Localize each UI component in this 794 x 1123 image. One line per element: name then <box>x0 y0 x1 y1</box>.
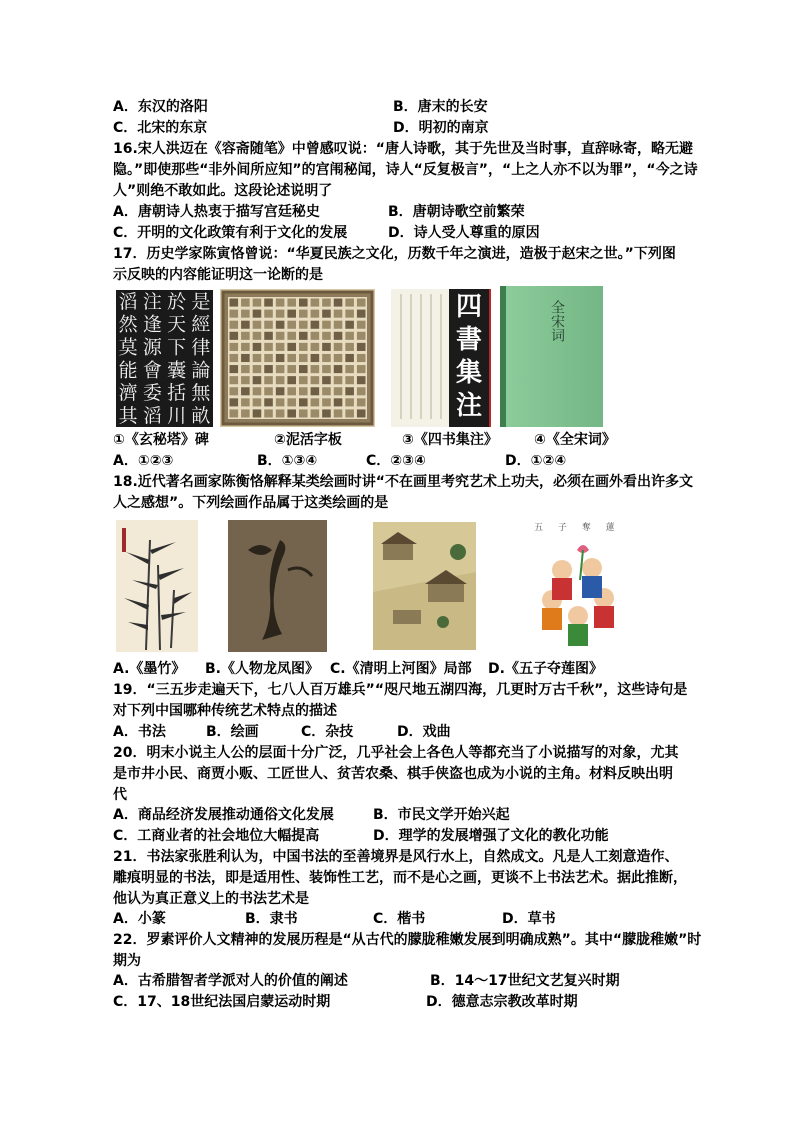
type-block <box>230 321 239 329</box>
q19-line-2: 对下列中国哪种传统艺术特点的描述 <box>113 703 337 719</box>
type-block <box>322 332 331 340</box>
q17-caption-3: ③《四书集注》 <box>402 432 498 448</box>
stele-char: 能 <box>118 359 138 382</box>
book-title-char-2: 書 <box>455 325 482 355</box>
type-block <box>241 354 250 362</box>
type-block <box>287 354 296 362</box>
type-block <box>322 354 331 362</box>
type-block <box>345 343 354 351</box>
q19-option-a: A．书法 <box>113 724 166 740</box>
q18-caption-c: C.《清明上河图》局部 <box>330 661 472 677</box>
type-block <box>334 409 343 417</box>
type-block <box>264 354 273 362</box>
type-block <box>345 409 354 417</box>
type-block <box>264 398 273 406</box>
book-title-char-4: 注 <box>455 391 482 421</box>
type-block <box>287 387 296 395</box>
stele-char: 經 <box>191 313 211 336</box>
type-block <box>357 365 366 373</box>
type-block <box>299 398 308 406</box>
type-block <box>253 409 262 417</box>
song-ci-title: 全宋词 <box>549 300 565 342</box>
type-block <box>311 376 320 384</box>
type-block <box>241 310 250 318</box>
q21-line-3: 他认为真正意义上的书法艺术是 <box>113 891 309 907</box>
type-block <box>230 387 239 395</box>
q18-caption-a: A.《墨竹》 <box>113 661 186 677</box>
q17-option-a: A．①②③ <box>113 453 174 469</box>
type-block <box>311 354 320 362</box>
type-block <box>299 365 308 373</box>
type-block <box>345 376 354 384</box>
type-block <box>230 409 239 417</box>
type-block <box>299 354 308 362</box>
figure-dragon-phoenix-painting <box>228 520 327 652</box>
q21-option-b: B．隶书 <box>245 911 298 927</box>
stele-char: 源 <box>142 336 162 359</box>
type-block <box>345 398 354 406</box>
type-block <box>345 321 354 329</box>
type-block <box>253 387 262 395</box>
stele-char: 律 <box>191 336 211 359</box>
type-block <box>334 332 343 340</box>
type-block <box>334 354 343 362</box>
type-block <box>253 299 262 307</box>
stele-char: 注 <box>142 290 162 313</box>
type-block <box>287 365 296 373</box>
q19-line-1: 19．“三五步走遍天下，七八人百万雄兵”“咫尺地五湖四海，几更时万古千秋”，这些诗句是 <box>113 682 688 698</box>
type-block <box>334 299 343 307</box>
type-block <box>299 343 308 351</box>
stele-char: 囊 <box>167 359 187 382</box>
type-block <box>287 299 296 307</box>
type-block <box>322 321 331 329</box>
type-block <box>334 365 343 373</box>
type-block <box>299 376 308 384</box>
four-books-annotations-image <box>391 289 491 427</box>
stele-char: 於 <box>167 290 187 313</box>
clay-movable-type-image <box>220 289 375 427</box>
type-block <box>264 343 273 351</box>
q16-option-d: D．诗人受人尊重的原因 <box>388 225 540 241</box>
type-block <box>230 354 239 362</box>
type-block <box>345 332 354 340</box>
q17-line-1: 17．历史学家陈寅恪曾说：“华夏民族之文化，历数千年之演进，造极于赵宋之世。”下列图 <box>113 246 676 262</box>
type-block <box>264 387 273 395</box>
q22-line-2: 期为 <box>113 953 141 969</box>
type-block <box>287 409 296 417</box>
type-block <box>322 310 331 318</box>
type-block <box>276 354 285 362</box>
q17-line-2: 示反映的内容能证明这一论断的是 <box>113 267 323 283</box>
q18-caption-d: D.《五子夺莲图》 <box>488 661 603 677</box>
stele-char: 濟 <box>118 382 138 405</box>
type-block <box>276 299 285 307</box>
type-block <box>299 387 308 395</box>
type-block <box>241 299 250 307</box>
stele-char: 然 <box>118 313 138 336</box>
type-block <box>322 365 331 373</box>
q20-option-d: D．理学的发展增强了文化的教化功能 <box>373 828 609 844</box>
q16-line-3: 人”则绝不敢如此。这段论述说明了 <box>113 183 333 199</box>
type-block <box>230 332 239 340</box>
type-block <box>253 310 262 318</box>
type-block <box>253 343 262 351</box>
q19-option-d: D．戏曲 <box>397 724 451 740</box>
stele-char: 滔 <box>142 404 162 427</box>
type-block <box>322 376 331 384</box>
type-block <box>311 365 320 373</box>
type-block <box>230 365 239 373</box>
type-block <box>357 409 366 417</box>
type-block <box>287 321 296 329</box>
q22-option-b: B．14～17世纪文艺复兴时期 <box>430 973 620 989</box>
q20-option-c: C．工商业者的社会地位大幅提高 <box>113 828 320 844</box>
type-block <box>264 321 273 329</box>
q19-option-b: B．绘画 <box>206 724 259 740</box>
q20-option-b: B．市民文学开始兴起 <box>373 807 510 823</box>
type-block <box>357 376 366 384</box>
type-block <box>264 310 273 318</box>
type-block <box>345 299 354 307</box>
type-block <box>241 409 250 417</box>
stele-char: 會 <box>142 359 162 382</box>
q16-line-1: 16.宋人洪迈在《容斋随笔》中曾感叹说：“唐人诗歌，其于先世及当时事，直辞咏寄，略无避 <box>113 141 693 157</box>
type-block <box>276 365 285 373</box>
type-block <box>334 343 343 351</box>
q16-option-b: B．唐朝诗歌空前繁荣 <box>388 204 525 220</box>
q18-line-1: 18.近代著名画家陈衡恪解释某类绘画时讲“不在画里考究艺术上功夫，必须在画外看出许多文 <box>113 474 693 490</box>
type-block <box>345 310 354 318</box>
type-block <box>299 310 308 318</box>
stele-char: 川 <box>167 404 187 427</box>
type-block <box>287 398 296 406</box>
q16-option-c: C．开明的文化政策有利于文化的发展 <box>113 225 348 241</box>
type-block <box>241 398 250 406</box>
type-block <box>357 398 366 406</box>
stele-char: 逢 <box>142 313 162 336</box>
type-block <box>311 321 320 329</box>
q17-option-b: B．①③④ <box>257 453 318 469</box>
q15-option-b: B．唐末的长安 <box>393 99 488 115</box>
q17-caption-2: ②泥活字板 <box>274 432 342 448</box>
type-block <box>334 376 343 384</box>
type-block <box>299 409 308 417</box>
q16-line-2: 隐。”即使那些“非外间所应知”的宫闱秘闻，诗人“反复极言”，“上之人亦不以为罪”，“今之诗 <box>113 162 698 178</box>
type-block <box>334 387 343 395</box>
type-block <box>241 387 250 395</box>
type-block <box>241 376 250 384</box>
type-block <box>230 299 239 307</box>
q22-line-1: 22．罗素评价人文精神的发展历程是“从古代的朦胧稚嫩发展到明确成熟”。其中“朦胧稚嫩”时 <box>113 932 702 948</box>
q21-option-a: A．小篆 <box>113 911 166 927</box>
type-block <box>299 332 308 340</box>
stele-char: 莫 <box>118 336 138 359</box>
q15-option-c: C．北宋的东京 <box>113 120 208 136</box>
stele-char: 委 <box>142 382 162 405</box>
type-block <box>264 332 273 340</box>
painting-title-text: 五 子 奪 蓮 <box>534 523 621 533</box>
type-block <box>322 299 331 307</box>
type-block <box>253 332 262 340</box>
type-block <box>311 310 320 318</box>
q21-option-d: D．草书 <box>502 911 556 927</box>
q21-line-1: 21．书法家张胜利认为，中国书法的至善境界是风行水上，自然成文。凡是人工刻意造作、 <box>113 849 679 865</box>
q20-line-2: 是市井小民、商贾小贩、工匠世人、贫苦农桑、棋手侠盗也成为小说的主角。材料反映出明 <box>113 766 673 782</box>
q21-line-2: 雕痕明显的书法，即是适用性、装饰性工艺，而不是心之画，更谈不上书法艺术。据此推断， <box>113 870 687 886</box>
type-block <box>299 321 308 329</box>
type-block <box>357 310 366 318</box>
type-block <box>230 376 239 384</box>
type-block <box>287 332 296 340</box>
q19-option-c: C．杂技 <box>301 724 354 740</box>
type-block <box>322 398 331 406</box>
stele-char: 無 <box>191 382 211 405</box>
q20-line-3: 代 <box>113 787 127 803</box>
type-block <box>322 409 331 417</box>
type-block <box>276 332 285 340</box>
book-title-char-3: 集 <box>455 358 482 388</box>
stele-char: 論 <box>191 359 211 382</box>
type-block <box>322 387 331 395</box>
stele-char: 其 <box>118 404 138 427</box>
ink-bamboo-painting <box>116 520 198 652</box>
type-block <box>334 310 343 318</box>
type-block <box>345 365 354 373</box>
type-block <box>253 376 262 384</box>
type-block <box>299 299 308 307</box>
type-block <box>241 343 250 351</box>
type-block <box>253 365 262 373</box>
q17-option-c: C．②③④ <box>366 453 426 469</box>
stele-char: 畝 <box>191 404 211 427</box>
q17-caption-4: ④《全宋词》 <box>534 432 616 448</box>
q17-caption-1: ①《玄秘塔》碑 <box>113 432 209 448</box>
q20-line-1: 20．明末小说主人公的层面十分广泛，几乎社会上各色人等都充当了小说描写的对象，尤其 <box>113 745 679 761</box>
q22-option-c: C．17、18世纪法国启蒙运动时期 <box>113 994 331 1010</box>
type-block <box>276 398 285 406</box>
xuanmi-pagoda-stele-image <box>116 290 213 427</box>
type-block <box>357 387 366 395</box>
type-block <box>264 376 273 384</box>
stele-char: 天 <box>167 313 187 336</box>
type-block <box>241 321 250 329</box>
stele-calligraphy <box>116 290 213 427</box>
type-block <box>276 321 285 329</box>
type-block <box>264 299 273 307</box>
type-block <box>253 321 262 329</box>
q15-option-d: D．明初的南京 <box>393 120 489 136</box>
q22-option-a: A．古希腊智者学派对人的价值的阐述 <box>113 973 348 989</box>
type-block <box>345 354 354 362</box>
type-block <box>334 398 343 406</box>
type-block <box>357 343 366 351</box>
type-block <box>287 343 296 351</box>
type-block <box>357 299 366 307</box>
q22-option-d: D．德意志宗教改革时期 <box>426 994 578 1010</box>
q21-option-c: C．楷书 <box>373 911 426 927</box>
q18-line-2: 人之感想”。下列绘画作品属于这类绘画的是 <box>113 495 389 511</box>
type-block <box>345 387 354 395</box>
stele-char: 滔 <box>118 290 138 313</box>
type-block <box>334 321 343 329</box>
type-block <box>276 387 285 395</box>
type-block <box>276 376 285 384</box>
five-boys-lotus-painting <box>522 520 638 655</box>
type-block <box>311 343 320 351</box>
stele-char: 括 <box>167 382 187 405</box>
type-block <box>230 343 239 351</box>
type-block <box>276 409 285 417</box>
complete-song-ci-image <box>500 286 603 427</box>
stele-char: 下 <box>167 336 187 359</box>
type-block <box>311 398 320 406</box>
q20-option-a: A．商品经济发展推动通俗文化发展 <box>113 807 334 823</box>
q17-option-d: D．①②④ <box>505 453 567 469</box>
type-block <box>287 310 296 318</box>
stele-char: 是 <box>191 290 211 313</box>
q18-caption-b: B.《人物龙凤图》 <box>205 661 319 677</box>
book-title-char-1: 四 <box>455 292 482 322</box>
type-block <box>357 332 366 340</box>
type-block <box>241 332 250 340</box>
type-block <box>311 409 320 417</box>
qingming-riverside-painting <box>373 522 476 650</box>
type-block <box>264 409 273 417</box>
type-block <box>276 310 285 318</box>
type-block <box>311 299 320 307</box>
type-block <box>357 354 366 362</box>
type-block <box>230 310 239 318</box>
type-block <box>311 387 320 395</box>
type-block <box>264 365 273 373</box>
type-block <box>241 365 250 373</box>
type-block <box>253 398 262 406</box>
q15-option-a: A．东汉的洛阳 <box>113 99 208 115</box>
type-block <box>253 354 262 362</box>
type-block <box>311 332 320 340</box>
q16-option-a: A．唐朝诗人热衷于描写宫廷秘史 <box>113 204 320 220</box>
type-block <box>287 376 296 384</box>
type-block <box>322 343 331 351</box>
type-block <box>230 398 239 406</box>
type-block <box>357 321 366 329</box>
type-block <box>276 343 285 351</box>
